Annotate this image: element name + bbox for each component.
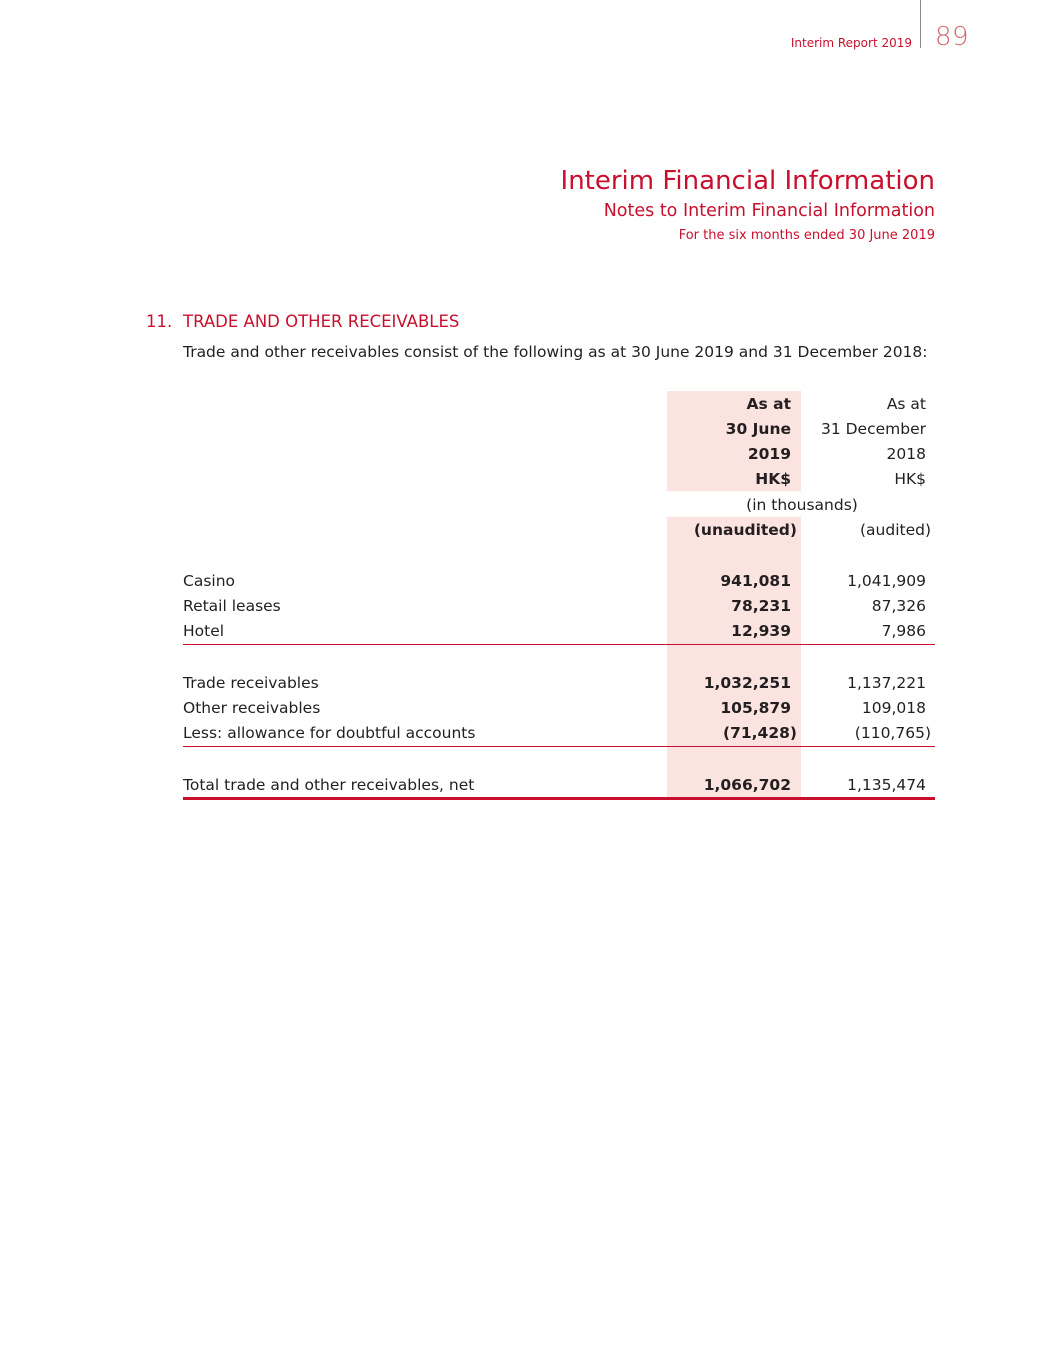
total-value-2018: 1,135,474: [847, 776, 926, 794]
section-intro: Trade and other receivables consist of the following as at 30 June 2019 and 31 December 2018:: [183, 343, 928, 361]
row-value-2019: 941,081: [720, 572, 791, 590]
row-label: Trade receivables: [183, 674, 319, 692]
col-b-header-line-2: 31 December: [820, 420, 926, 438]
section-heading: TRADE AND OTHER RECEIVABLES: [183, 312, 460, 331]
page-title: Interim Financial Information: [560, 166, 935, 196]
page-number: 89: [935, 22, 970, 52]
total-value-2019: 1,066,702: [703, 776, 791, 794]
subtotal-rule: [183, 746, 935, 747]
column-shade-body: [667, 517, 801, 800]
col-b-header-line-4: HK$: [894, 470, 926, 488]
row-label: Less: allowance for doubtful accounts: [183, 724, 476, 742]
row-label: Casino: [183, 572, 236, 590]
section-number: 11.: [146, 312, 173, 331]
row-value-2018: 7,986: [881, 622, 926, 640]
row-value-2018: 109,018: [861, 699, 926, 717]
row-value-2019: 1,032,251: [703, 674, 791, 692]
row-value-2018: 1,137,221: [847, 674, 926, 692]
row-label: Retail leases: [183, 597, 281, 615]
row-value-2019: 12,939: [731, 622, 791, 640]
col-b-header-line-3: 2018: [886, 445, 926, 463]
reporting-period: For the six months ended 30 June 2019: [678, 228, 935, 243]
row-label: Other receivables: [183, 699, 321, 717]
running-header-report: Interim Report 2019: [790, 36, 912, 50]
row-value-2019: (71,428): [723, 724, 797, 742]
page-subtitle: Notes to Interim Financial Information: [603, 201, 935, 221]
col-a-status: (unaudited): [693, 521, 797, 539]
col-a-header-line-1: As at: [746, 395, 791, 413]
row-value-2019: 78,231: [731, 597, 791, 615]
header-divider: [920, 0, 921, 48]
subtotal-rule: [183, 644, 935, 645]
col-b-header-line-1: As at: [886, 395, 926, 413]
col-a-header-line-4: HK$: [755, 470, 791, 488]
col-b-status: (audited): [859, 521, 931, 539]
row-value-2019: 105,879: [720, 699, 791, 717]
row-value-2018: 1,041,909: [847, 572, 926, 590]
total-rule: [183, 797, 935, 800]
row-value-2018: 87,326: [871, 597, 926, 615]
row-value-2018: (110,765): [854, 724, 931, 742]
units-note: (in thousands): [746, 496, 858, 514]
col-a-header-line-2: 30 June: [725, 420, 791, 438]
col-a-header-line-3: 2019: [747, 445, 791, 463]
total-label: Total trade and other receivables, net: [183, 776, 475, 794]
row-label: Hotel: [183, 622, 225, 640]
